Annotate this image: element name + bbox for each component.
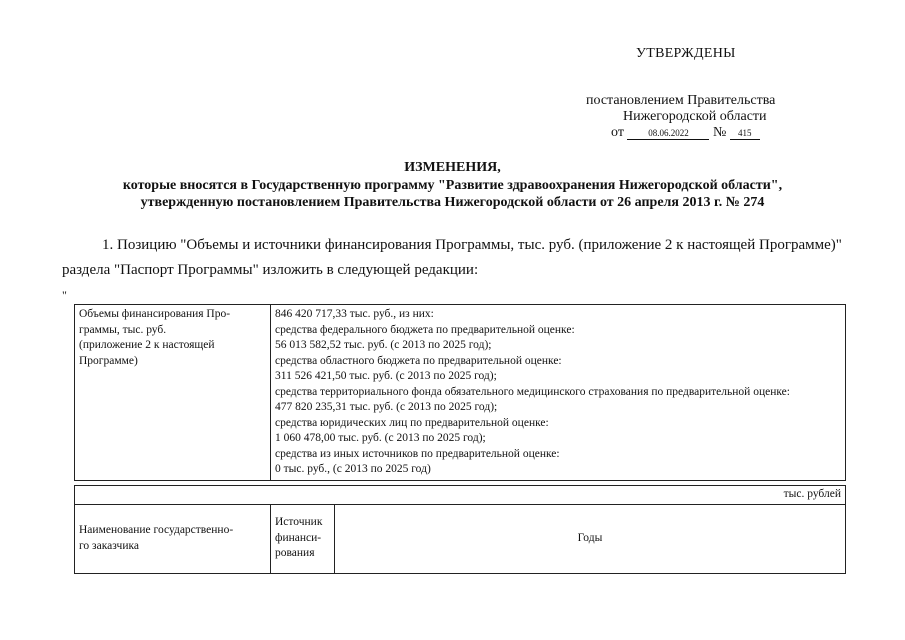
label-line: Программе): [79, 354, 138, 367]
label-line: Объемы финансирования Про-: [79, 308, 231, 320]
content-line: средства юридических лиц по предварительной оценке:: [275, 416, 549, 429]
table-row: [75, 305, 846, 481]
decree-number: 415: [730, 127, 760, 140]
header-line: го заказчика: [79, 539, 139, 552]
allocation-table: [74, 485, 846, 574]
paragraph-line-1: 1. Позицию "Объемы и источники финансирования Программы, тыс. руб. (приложение 2 к настоящей Программе)": [102, 237, 842, 253]
content-line: 1 060 478,00 тыс. руб. (с 2013 по 2025 год);: [275, 432, 486, 444]
content-line: 477 820 235,31 тыс. руб. (с 2013 по 2025 год);: [275, 401, 498, 413]
content-line: средства областного бюджета по предварительной оценке:: [275, 354, 562, 367]
decree-line-1: постановлением Правительства: [586, 93, 776, 108]
units-label: тыс. рублей: [75, 486, 846, 505]
title-line-3: утвержденную постановлением Правительства Нижегородской области от 26 апреля 2013 г. № 274: [140, 195, 765, 210]
paragraph-line-2: раздела "Паспорт Программы" изложить в следующей редакции:: [62, 262, 479, 278]
decree-date: 08.06.2022: [627, 127, 709, 140]
column-header-years: Годы: [335, 504, 846, 573]
units-row: [75, 486, 846, 505]
content-line: средства территориального фонда обязательного медицинского страхования по предварительной оценке:: [275, 385, 790, 398]
title-line-2: которые вносятся в Государственную программу "Развитие здравоохранения Нижегородской области",: [122, 178, 783, 193]
content-line: средства федерального бюджета по предварительной оценке:: [275, 323, 575, 336]
content-line: 846 420 717,33 тыс. руб., из них:: [275, 308, 434, 320]
content-line: средства из иных источников по предварительной оценке:: [275, 447, 560, 460]
header-line: рования: [275, 547, 315, 560]
content-cell: [271, 305, 846, 481]
header-row: [75, 504, 846, 573]
label-cell: [75, 305, 271, 481]
financing-table: [74, 304, 846, 481]
content-line: 56 013 582,52 тыс. руб. (с 2013 по 2025 год);: [275, 339, 492, 351]
label-line: (приложение 2 к настоящей: [79, 339, 215, 351]
approval-heading: УТВЕРЖДЕНЫ: [636, 46, 736, 61]
number-label: №: [712, 125, 727, 140]
column-header-customer: [75, 504, 271, 573]
decree-date-line: [611, 125, 760, 141]
header-line: финанси-: [275, 531, 322, 544]
document-title: ИЗМЕНЕНИЯ,: [404, 160, 501, 175]
from-label: от: [611, 125, 624, 140]
content-line: 0 тыс. руб., (с 2013 по 2025 год): [275, 463, 431, 475]
header-line: Источник: [275, 516, 323, 529]
open-quote: ": [62, 288, 67, 302]
content-line: 311 526 421,50 тыс. руб. (с 2013 по 2025 год);: [275, 370, 497, 382]
decree-line-2: Нижегородской области: [623, 109, 767, 124]
header-line: Наименование государственно-: [79, 524, 234, 536]
column-header-source: [271, 504, 335, 573]
label-line: граммы, тыс. руб.: [79, 323, 167, 336]
